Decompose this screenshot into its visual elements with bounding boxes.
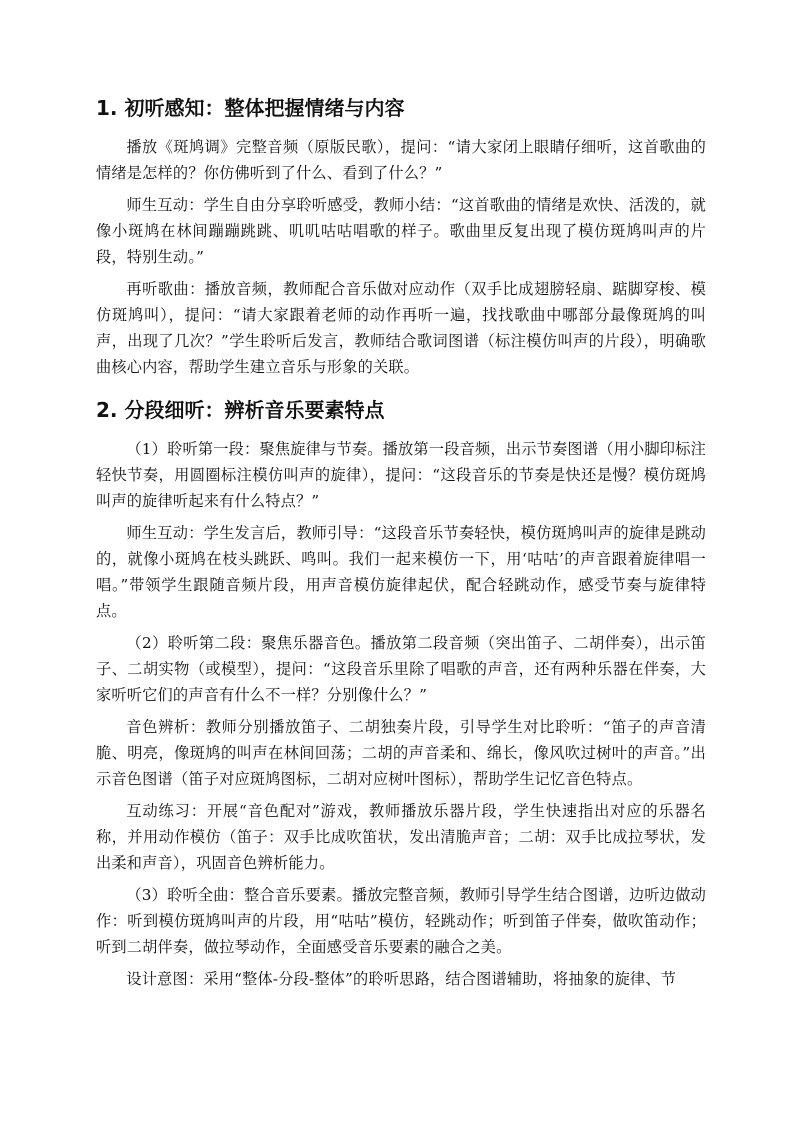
section-initial-listening: [96, 92, 706, 380]
paragraph: 师生互动：学生发言后，教师引导：“这段音乐节奏轻快，模仿斑鸠叫声的旋律是跳动的，就像小斑鸠在枝头跳跃、鸣叫。我们一起来模仿一下，用‘咕咕’的声音跟着旋律唱一唱。”带领学生跟随音频片段，用声音模仿旋律起伏，配合轻跳动作，感受节奏与旋律特点。: [96, 524, 706, 620]
section-detailed-listening: [96, 394, 706, 992]
paragraph: 师生互动：学生自由分享聆听感受，教师小结：“这首歌曲的情绪是欢快、活泼的，就像小斑鸠在林间蹦蹦跳跳、叽叽咕咕唱歌的样子。歌曲里反复出现了模仿斑鸠叫声的片段，特别生动。”: [96, 196, 706, 266]
paragraph: 音色辨析：教师分别播放笛子、二胡独奏片段，引导学生对比聆听：“笛子的声音清脆、明亮，像斑鸠的叫声在林间回荡；二胡的声音柔和、绵长，像风吹过树叶的声音。”出示音色图谱（笛子对应斑鸠图标，二胡对应树叶图标），帮助学生记忆音色特点。: [96, 718, 706, 788]
paragraph: 播放《斑鸠调》完整音频（原版民歌），提问：“请大家闭上眼睛仔细听，这首歌曲的情绪是怎样的？你仿佛听到了什么、看到了什么？”: [96, 138, 706, 182]
paragraph: 互动练习：开展“音色配对”游戏，教师播放乐器片段，学生快速指出对应的乐器名称，并用动作模仿（笛子：双手比成吹笛状，发出清脆声音；二胡：双手比成拉琴状，发出柔和声音），巩固音色辨析能力。: [96, 802, 706, 872]
paragraph: （3）聆听全曲：整合音乐要素。播放完整音频，教师引导学生结合图谱，边听边做动作：听到模仿斑鸠叫声的片段，用“咕咕”模仿，轻跳动作；听到笛子伴奏，做吹笛动作；听到二胡伴奏，做拉琴动作，全面感受音乐要素的融合之美。: [96, 886, 706, 956]
document-page: [96, 92, 706, 998]
paragraph: 再听歌曲：播放音频，教师配合音乐做对应动作（双手比成翅膀轻扇、踮脚穿梭、模仿斑鸠叫），提问：“请大家跟着老师的动作再听一遍，找找歌曲中哪部分最像斑鸠的叫声，出现了几次？”学生聆听后发言，教师结合歌词图谱（标注模仿叫声的片段），明确歌曲核心内容，帮助学生建立音乐与形象的关联。: [96, 280, 706, 376]
paragraph: （2）聆听第二段：聚焦乐器音色。播放第二段音频（突出笛子、二胡伴奏），出示笛子、二胡实物（或模型），提问：“这段音乐里除了唱歌的声音，还有两种乐器在伴奏，大家听听它们的声音有什么不一样？分别像什么？”: [96, 634, 706, 704]
paragraph: 设计意图：采用“整体-分段-整体”的聆听思路，结合图谱辅助，将抽象的旋律、节: [126, 970, 677, 988]
section-heading: 1. 初听感知：整体把握情绪与内容: [96, 96, 405, 120]
section-heading: 2. 分段细听：辨析音乐要素特点: [96, 398, 385, 422]
paragraph: （1）聆听第一段：聚焦旋律与节奏。播放第一段音频，出示节奏图谱（用小脚印标注轻快节奏，用圆圈标注模仿叫声的旋律），提问：“这段音乐的节奏是快还是慢？模仿斑鸠叫声的旋律听起来有什么特点？”: [96, 440, 706, 510]
